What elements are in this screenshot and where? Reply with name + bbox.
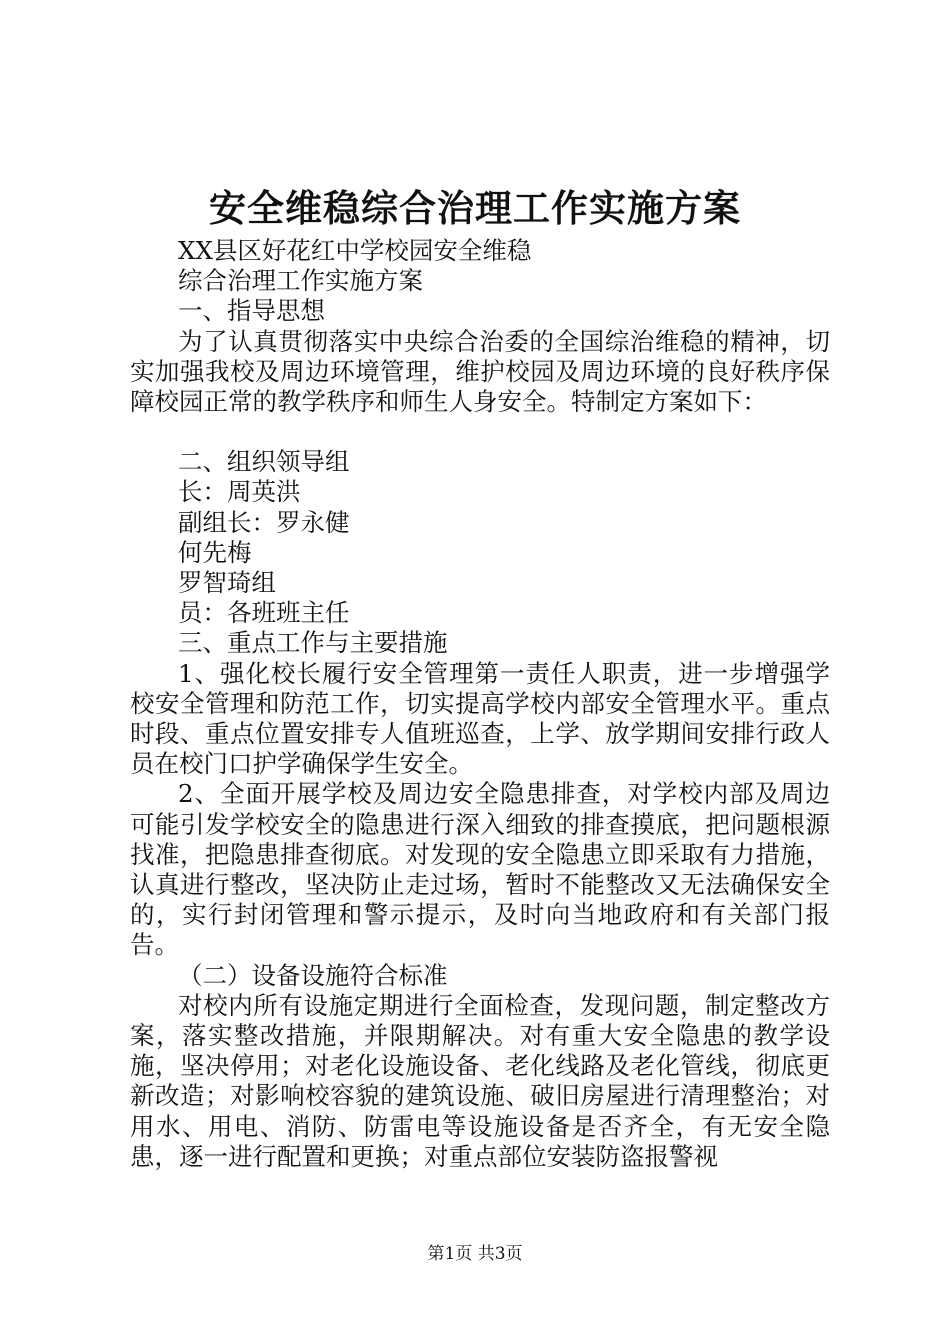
document-title: 安全维稳综合治理工作实施方案 — [209, 187, 741, 230]
paragraph-item-2: 2、全面开展学校及周边安全隐患排查，对学校内部及周边可能引发学校安全的隐患进行深入细致的排查摸底，把问题根源找准，把隐患排查彻底。对发现的安全隐患立即采取有力措施，认真进行整改，坚决防止走过场，暂时不能整改又无法确保安全的，实行封闭管理和警示提示，及时向当地政府和有关部门报告。 — [130, 779, 830, 960]
heading-equipment-standards: （二）设备设施符合标准 — [178, 960, 448, 990]
paragraph-equipment: 对校内所有设施定期进行全面检查，发现问题，制定整改方案，落实整改措施，并限期解决。对有重大安全隐患的教学设施，坚决停用；对老化设施设备、老化线路及老化管线，彻底更新改造；对影响校容貌的建筑设施、破旧房屋进行清理整治；对用水、用电、消防、防雷电等设施设备是否齐全，有无安全隐患，逐一进行配置和更换；对重点部位安装防盗报警视 — [130, 990, 830, 1171]
heading-key-work: 三、重点工作与主要措施 — [178, 628, 448, 658]
paragraph-guiding-thought: 为了认真贯彻落实中央综合治委的全国综治维稳的精神，切实加强我校及周边环境管理，维护校园及周边环境的良好秩序保障校园正常的教学秩序和师生人身安全。特制定方案如下： — [130, 326, 830, 417]
line-plan-name: 综合治理工作实施方案 — [178, 266, 423, 296]
paragraph-item-1: 1、强化校长履行安全管理第一责任人职责，进一步增强学校安全管理和防范工作，切实提高学校内部安全管理水平。重点时段、重点位置安排专人值班巡查，上学、放学期间安排行政人员在校门口护学确保学生安全。 — [130, 658, 830, 779]
line-members: 员：各班班主任 — [178, 598, 350, 628]
heading-leadership-group: 二、组织领导组 — [178, 447, 350, 477]
blank-line — [130, 417, 830, 447]
page-footer: 第1页 共3页 — [427, 1244, 523, 1264]
line-school-name: XX县区好花红中学校园安全维稳 — [178, 236, 532, 265]
line-member-luo: 罗智琦组 — [178, 568, 276, 598]
document-body — [130, 236, 830, 1172]
line-deputy-leader: 副组长：罗永健 — [178, 507, 350, 537]
heading-guiding-thought: 一、指导思想 — [178, 296, 325, 326]
line-member-he: 何先梅 — [178, 537, 252, 567]
line-group-leader: 长：周英洪 — [178, 477, 301, 507]
